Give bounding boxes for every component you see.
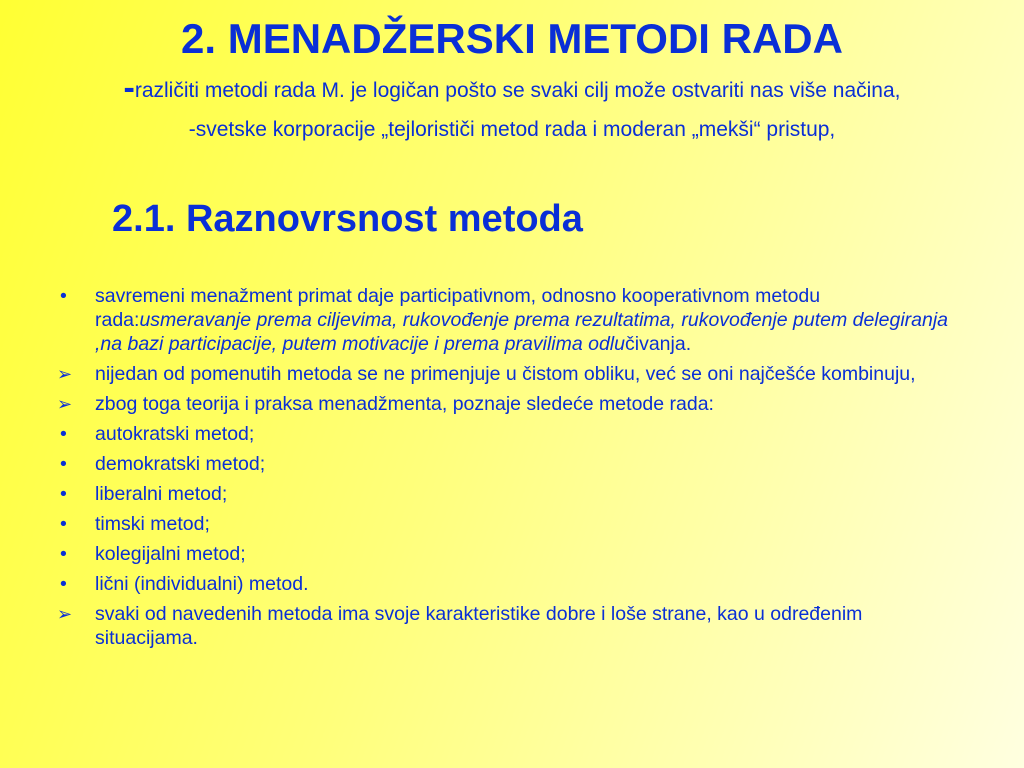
bullet-list <box>57 284 962 656</box>
list-item-text: svaki od navedenih metoda ima svoje karakteristike dobre i loše strane, kao u određenim situacijama. <box>95 603 863 649</box>
list-item <box>57 542 962 566</box>
list-item <box>57 512 962 536</box>
bullet-icon: • <box>60 483 67 505</box>
bullet-icon: • <box>60 423 67 445</box>
list-item <box>57 422 962 446</box>
list-item <box>57 392 962 416</box>
list-item <box>57 482 962 506</box>
list-item-text: demokratski metod; <box>95 453 266 475</box>
arrow-bullet-icon: ➢ <box>57 394 73 414</box>
list-item <box>57 452 962 476</box>
bullet-icon: • <box>60 513 67 535</box>
list-item-text: lični (individualni) metod. <box>95 573 309 595</box>
arrow-bullet-icon: ➢ <box>57 364 73 384</box>
list-item-text: nijedan od pomenutih metoda se ne primenjuje u čistom obliku, već se oni najčešće kombinuju, <box>95 363 916 385</box>
list-item-text: liberalni metod; <box>95 483 228 505</box>
list-item-text-tail: čivanja. <box>625 333 692 355</box>
intro-dash: - <box>123 69 135 107</box>
slide-title: 2. MENADŽERSKI METODI RADA <box>181 15 843 62</box>
intro-line-1 <box>50 69 974 107</box>
list-item-italic-text: usmeravanje prema ciljevima, rukovođenje prema rezultatima, rukovođenje putem delegiranja ,na bazi participacije, putem motivacije i prema pravilima odlu <box>95 309 949 355</box>
list-item <box>57 572 962 596</box>
list-item <box>57 362 962 386</box>
intro-line-1-text: različiti metodi rada M. je logičan pošto se svaki cilj može ostvariti nas više načina, <box>134 79 901 102</box>
section-subtitle: 2.1. Raznovrsnost metoda <box>112 198 583 240</box>
list-item <box>57 602 962 650</box>
bullet-icon: • <box>60 573 67 595</box>
list-item-text: savremeni menažment primat daje participativnom, odnosno kooperativnom metodu rada: <box>95 285 821 331</box>
arrow-bullet-icon: ➢ <box>57 604 73 624</box>
list-item-text: kolegijalni metod; <box>95 543 246 565</box>
intro-block <box>50 69 974 142</box>
bullet-icon: • <box>60 285 67 307</box>
bullet-icon: • <box>60 453 67 475</box>
list-item <box>57 284 962 356</box>
bullet-icon: • <box>60 543 67 565</box>
list-item-text: autokratski metod; <box>95 423 255 445</box>
list-item-text: zbog toga teorija i praksa menadžmenta, poznaje sledeće metode rada: <box>95 393 714 415</box>
intro-line-2: -svetske korporacije „tejlorističi metod rada i moderan „mekši“ pristup, <box>188 118 836 141</box>
list-item-text: timski metod; <box>95 513 210 535</box>
